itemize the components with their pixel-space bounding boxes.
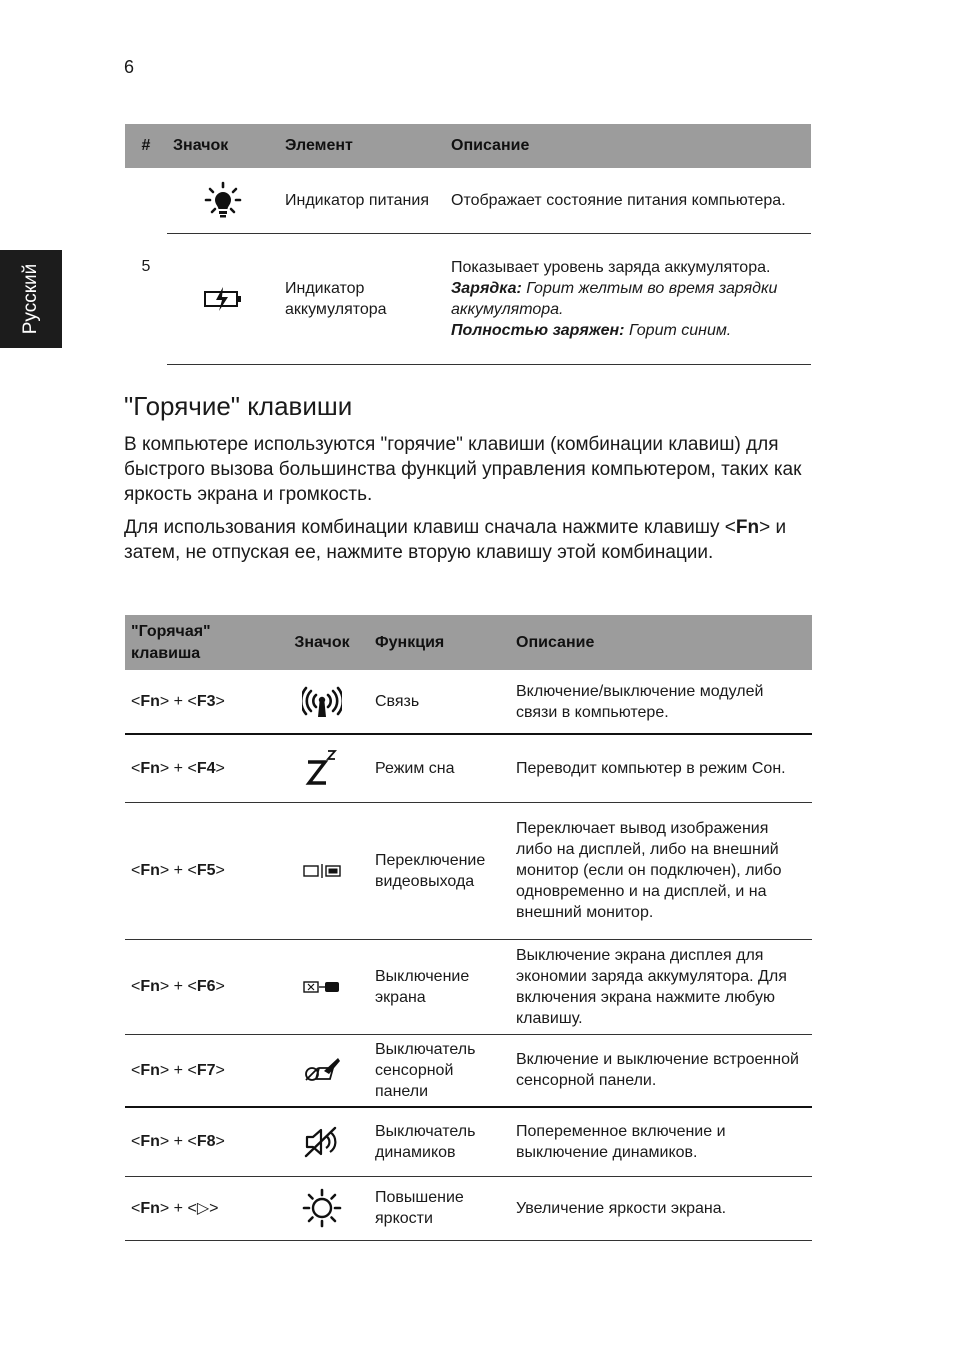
hotkey-combo: <Fn> + <▷> — [125, 1176, 275, 1240]
table-row — [125, 670, 812, 734]
table-row — [125, 1034, 812, 1107]
col-hotkey-header: "Горячая" клавиша — [125, 615, 275, 670]
function-label: Переключение видеовыхода — [369, 802, 510, 939]
screen-off-icon — [302, 979, 342, 995]
hotkey-description: Попеременное включение и выключение динамиков. — [510, 1107, 812, 1176]
table-row — [125, 234, 811, 365]
table-header-row — [125, 615, 812, 670]
full-text: Горит синим. — [624, 322, 732, 339]
language-side-tab — [0, 250, 62, 348]
hotkey-description: Включение/выключение модулей связи в компьютере. — [510, 670, 812, 734]
hotkey-combo: <Fn> + <F8> — [125, 1107, 275, 1176]
intro-paragraph: В компьютере используются "горячие" клавиши (комбинации клавиш) для быстрого вызова большинства функций управления компьютером, таких как яркость экрана и громкость. — [124, 434, 802, 505]
col-element-header: Элемент — [279, 124, 445, 168]
description-power-indicator: Отображает состояние питания компьютера. — [445, 168, 811, 234]
element-power-indicator: Индикатор питания — [279, 168, 445, 234]
col-description-header: Описание — [510, 615, 812, 670]
hotkeys-table — [125, 615, 812, 1241]
battery-full-note — [451, 320, 805, 341]
col-number-header: # — [125, 124, 167, 168]
battery-charging-icon — [202, 285, 244, 313]
table-row — [125, 1107, 812, 1176]
hotkey-combo: <Fn> + <F7> — [125, 1034, 275, 1107]
function-label: Выключатель динамиков — [369, 1107, 510, 1176]
description-battery-indicator — [445, 234, 811, 365]
charging-text: Горит желтым во время зарядки аккумулятора. — [451, 280, 778, 318]
speaker-toggle-icon — [302, 1125, 342, 1159]
full-label: Полностью заряжен: — [451, 322, 625, 339]
hotkey-combo: <Fn> + <F3> — [125, 670, 275, 734]
row-number: 5 — [141, 257, 151, 275]
function-label: Выключатель сенсорной панели — [369, 1034, 510, 1107]
language-label: Русский — [20, 263, 41, 335]
function-label: Повышение яркости — [369, 1176, 510, 1240]
sleep-icon — [304, 748, 340, 788]
table-row — [125, 168, 811, 234]
display-toggle-icon — [302, 863, 342, 879]
table-row — [125, 802, 812, 939]
col-description-header: Описание — [445, 124, 811, 168]
col-icon-header: Значок — [275, 615, 369, 670]
indicator-table — [125, 124, 811, 365]
fn-key-label: Fn — [735, 517, 760, 538]
hotkey-combo: <Fn> + <F4> — [125, 734, 275, 802]
hotkey-description: Переключает вывод изображения либо на дисплей, либо на внешний монитор (если он подключен), либо одновременно и на дисплей, и на внешний монитор. — [510, 802, 812, 939]
function-label: Связь — [369, 670, 510, 734]
hotkey-description: Выключение экрана дисплея для экономии заряда аккумулятора. Для включения экрана нажмите любую клавишу. — [510, 939, 812, 1034]
hotkey-description: Включение и выключение встроенной сенсорной панели. — [510, 1034, 812, 1107]
touchpad-toggle-icon — [302, 1055, 342, 1085]
usage-paragraph — [124, 515, 814, 565]
hotkey-description: Увеличение яркости экрана. — [510, 1176, 812, 1240]
table-header-row — [125, 124, 811, 168]
page-number: 6 — [124, 57, 135, 77]
usage-text-start: Для использования комбинации клавиш сначала нажмите клавишу < — [124, 517, 736, 538]
section-title: "Горячие" клавиши — [124, 391, 353, 421]
table-row — [125, 734, 812, 802]
brightness-up-icon — [302, 1188, 342, 1228]
function-label: Выключение экрана — [369, 939, 510, 1034]
function-label: Режим сна — [369, 734, 510, 802]
power-light-icon — [203, 181, 243, 221]
wireless-icon — [302, 686, 342, 718]
battery-description-text: Показывает уровень заряда аккумулятора. — [451, 259, 771, 276]
charging-label: Зарядка: — [451, 280, 522, 297]
usage-text-end: > и затем, не отпуская ее, нажмите вторую клавишу этой комбинации. — [124, 517, 787, 563]
element-battery-indicator: Индикатор аккумулятора — [279, 234, 445, 365]
hotkey-combo: <Fn> + <F5> — [125, 802, 275, 939]
col-function-header: Функция — [369, 615, 510, 670]
hotkey-description: Переводит компьютер в режим Сон. — [510, 734, 812, 802]
table-row — [125, 939, 812, 1034]
table-row — [125, 1176, 812, 1240]
col-icon-header: Значок — [167, 124, 279, 168]
hotkey-combo: <Fn> + <F6> — [125, 939, 275, 1034]
battery-charging-note — [451, 278, 805, 320]
